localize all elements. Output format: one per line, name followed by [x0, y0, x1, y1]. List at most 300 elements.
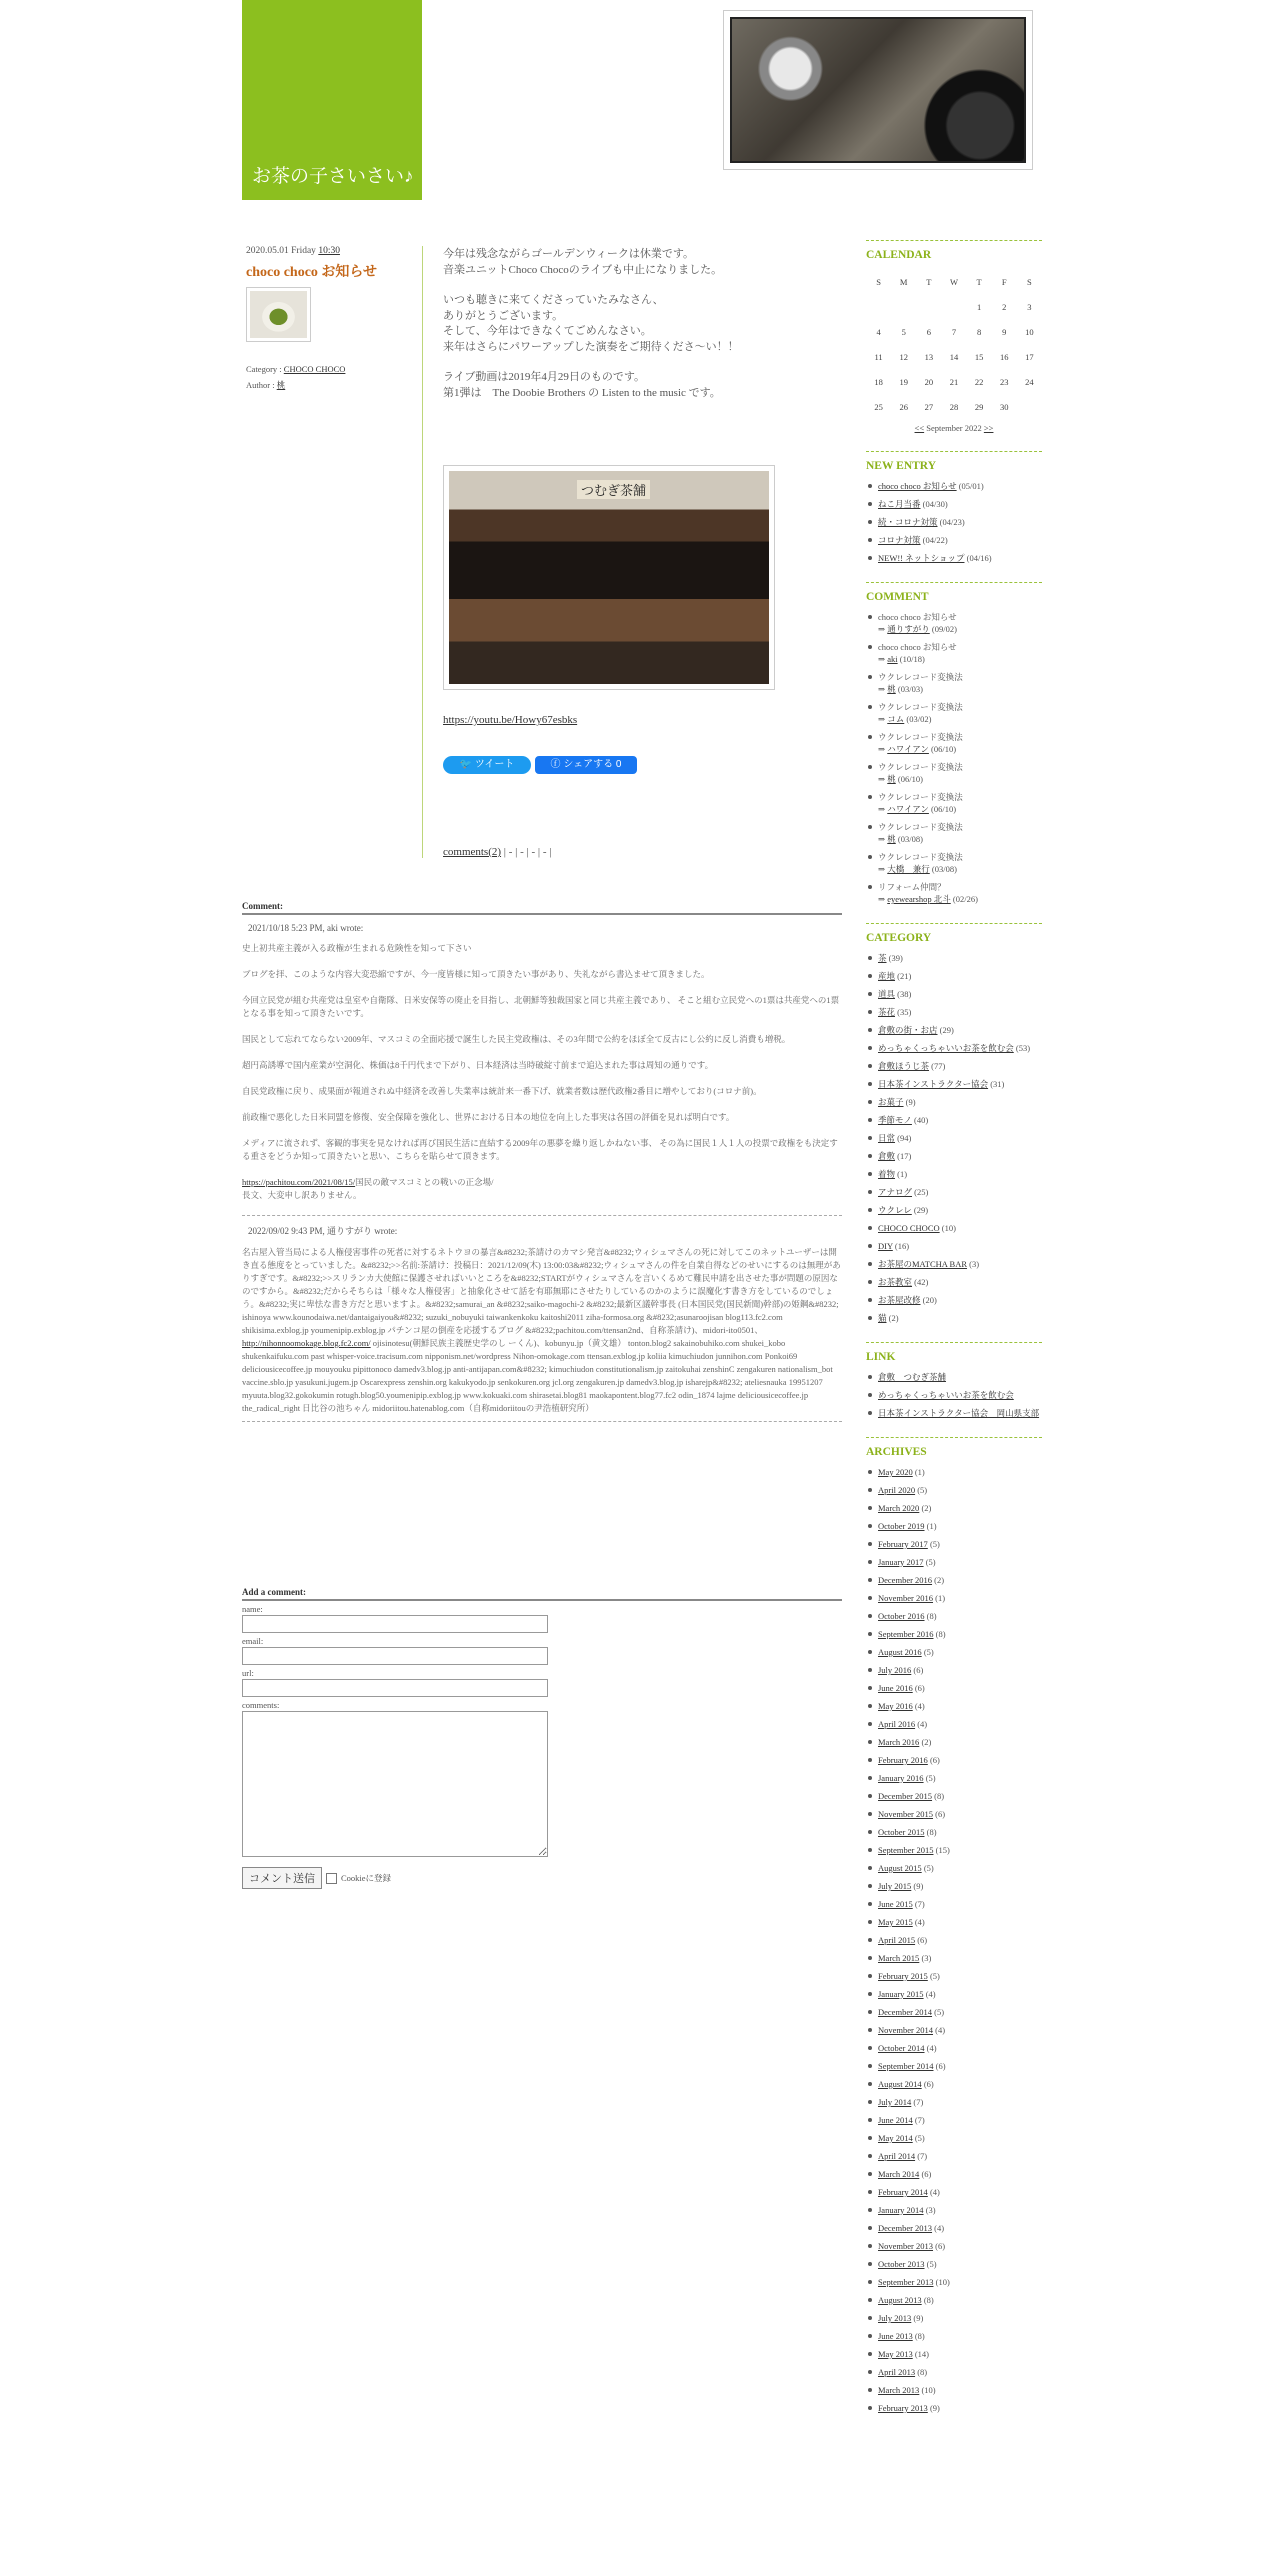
archives-link[interactable]: May 2013 — [878, 2349, 913, 2359]
category-link[interactable]: 倉敷ほうじ茶 — [878, 1061, 930, 1071]
sidebar-list-item — [866, 2060, 1042, 2072]
sidebar-list-item — [866, 1204, 1042, 1216]
comment-paragraph: 超円高誘導で国内産業が空洞化、株価は8千円代まで下がり、日本経済は当時破綻寸前まで追込まれた事は周知の通りです。 — [242, 1060, 714, 1070]
link-link[interactable]: 倉敷 つむぎ茶舗 — [878, 1372, 947, 1382]
archives-link[interactable]: February 2014 — [878, 2187, 928, 2197]
archives-link[interactable]: August 2014 — [878, 2079, 922, 2089]
link-link[interactable]: めっちゃくっちゃいいお茶を飲む会 — [878, 1390, 1014, 1400]
archives-link[interactable]: December 2016 — [878, 1575, 933, 1585]
entry-category — [246, 364, 416, 374]
sidebar-list-item — [866, 2186, 1042, 2198]
category-link[interactable]: 道具 — [878, 989, 896, 999]
archives-count: (5) — [924, 2259, 937, 2269]
calendar-day — [891, 294, 916, 319]
calendar-day: 4 — [876, 326, 881, 337]
calendar-day: 10 — [1025, 326, 1034, 337]
arrow-icon: ⇒ — [878, 894, 888, 904]
sidebar-list-item — [866, 2042, 1042, 2054]
category-count: (77) — [929, 1061, 946, 1071]
recent-comment-author-link[interactable]: 大橋 兼行 — [887, 864, 930, 874]
sidebar — [866, 240, 1042, 2432]
recent-comment-entry: choco choco お知らせ — [878, 612, 957, 622]
calendar-day: 8 — [977, 326, 982, 337]
category-link[interactable]: CHOCO CHOCO — [878, 1223, 940, 1233]
site-title[interactable]: お茶の子さいさい♪ — [252, 166, 414, 187]
archives-link[interactable]: August 2016 — [878, 1647, 922, 1657]
sidebar-list-item — [866, 1538, 1042, 1550]
sidebar-list-item — [866, 1096, 1042, 1108]
new_entry-link[interactable]: ねこ月当番 — [878, 499, 921, 509]
archives-link[interactable]: May 2016 — [878, 1701, 913, 1711]
category-link[interactable]: 茶花 — [878, 1007, 896, 1017]
archives-link[interactable]: April 2020 — [878, 1485, 916, 1495]
archives-link[interactable]: April 2015 — [878, 1935, 916, 1945]
calendar-day: 28 — [949, 401, 959, 412]
archives-link[interactable]: May 2020 — [878, 1467, 913, 1477]
calendar-weekday: S — [1027, 276, 1032, 287]
new_entry-link[interactable]: choco choco お知らせ — [878, 481, 957, 491]
recent-comment-author-link[interactable]: 通りすがり — [887, 624, 930, 634]
entry-footer-links — [443, 846, 551, 858]
category-link[interactable]: 季節モノ — [878, 1115, 912, 1125]
entry-meta — [246, 246, 416, 391]
sidebar-list-item — [866, 2150, 1042, 2162]
comment-paragraph: メディアに流されず、客観的事実を見なければ再び国民生活に直結する2009年の悪夢を繰り返しかねない事、 その為に国民１人１人の投票で政権をも決定する重さをどうか知って頂きたいと思い、こちらを貼らせて頂きます。 — [242, 1138, 838, 1161]
cookie-label: Cookieに登録 — [341, 1873, 392, 1883]
entry-time-link[interactable]: 10:30 — [318, 246, 340, 256]
band-photo-image — [449, 471, 769, 684]
archives-link[interactable]: January 2017 — [878, 1557, 924, 1567]
archives-link[interactable]: September 2016 — [878, 1629, 934, 1639]
calendar-weekday: F — [1001, 276, 1007, 287]
submit-comment-button[interactable]: コメント送信 — [242, 1867, 322, 1889]
calendar-week — [866, 319, 1042, 344]
archives-count: (5) — [915, 1485, 928, 1495]
comment-head: 2022/09/02 9:43 PM, 通りすがり wrote: — [248, 1226, 398, 1236]
email-label: email: — [242, 1636, 264, 1646]
recent-comment-author-line — [878, 653, 1042, 665]
archives-link[interactable]: June 2014 — [878, 2115, 913, 2125]
sidebar-list-item — [866, 2276, 1042, 2288]
recent-comment-author-link[interactable]: 桃 — [887, 684, 896, 694]
category-link[interactable]: お茶屋のMATCHA BAR — [878, 1259, 968, 1269]
archives-count: (4) — [932, 2223, 945, 2233]
archives-link[interactable]: April 2016 — [878, 1719, 916, 1729]
archives-link[interactable]: April 2013 — [878, 2367, 916, 2377]
recent-comment-item — [866, 761, 1042, 785]
recent-comment-item — [866, 791, 1042, 815]
archives-link[interactable]: October 2014 — [878, 2043, 925, 2053]
sidebar-list-item — [866, 2168, 1042, 2180]
recent-comment-author-link[interactable]: ハワイアン — [887, 744, 929, 754]
archives-link[interactable]: May 2015 — [878, 1917, 913, 1927]
category-link[interactable]: お茶教室 — [878, 1277, 913, 1287]
archives-link[interactable]: September 2015 — [878, 1845, 934, 1855]
share-button-label: シェアする 0 — [563, 759, 622, 770]
comment-head: 2021/10/18 5:23 PM, aki wrote: — [248, 923, 364, 933]
sidebar-list-item — [866, 1862, 1042, 1874]
calendar-nav — [866, 423, 1042, 433]
sidebar-list-item — [866, 2078, 1042, 2090]
archives-count: (6) — [915, 1935, 928, 1945]
name-input[interactable] — [242, 1615, 548, 1633]
archives-link[interactable]: December 2015 — [878, 1791, 933, 1801]
category-count: (3) — [967, 1259, 980, 1269]
sidebar-list-item — [866, 498, 1042, 510]
recent-comment-author-link[interactable]: eyewearshop 北斗 — [887, 894, 951, 904]
comments-label: comments: — [242, 1700, 280, 1710]
category-link[interactable]: CHOCO CHOCO — [283, 364, 346, 374]
archives-count: (9) — [911, 1881, 924, 1891]
entry-line: 今年は残念ながらゴールデンウィークは休業です。 — [443, 248, 695, 260]
sidebar-list-item — [866, 1168, 1042, 1180]
archives-count: (8) — [924, 1827, 937, 1837]
archives-count: (5) — [921, 1863, 934, 1873]
calendar-day: 25 — [874, 401, 883, 412]
archives-link[interactable]: May 2014 — [878, 2133, 913, 2143]
sidebar-list-item — [866, 2240, 1042, 2252]
calendar-day: 27 — [924, 401, 934, 412]
category-count: (94) — [895, 1133, 912, 1143]
new_entry-link[interactable]: 続・コロナ対策 — [878, 517, 938, 527]
calendar-weekday: W — [949, 276, 958, 287]
comment-paragraph: 自民党政権に戻り、成果面が報道されぬ中経済を改善し失業率は統計来一番下げ、就業者数は歴代政権2番目に増やしており(コロナ前)。 — [242, 1086, 762, 1096]
entry-line: ありがとうございます。 — [443, 309, 564, 322]
archives-link[interactable]: November 2014 — [878, 2025, 934, 2035]
recent-comment-entry: リフォーム仲間？ — [878, 882, 946, 892]
category-count: (35) — [895, 1007, 912, 1017]
calendar-day: 30 — [1000, 401, 1009, 412]
category-count: (53) — [1013, 1043, 1031, 1053]
archives-count: (4) — [927, 2187, 940, 2197]
sidebar-list-item — [866, 1276, 1042, 1288]
sidebar-list-item — [866, 1736, 1042, 1748]
sidebar-list-item — [866, 1574, 1042, 1586]
recent-comment-author-link[interactable]: 桃 — [887, 774, 896, 784]
calendar-next-link[interactable]: >> — [983, 423, 994, 433]
twitter-bird-icon: 🐦 — [459, 759, 473, 770]
archives-count: (4) — [915, 1719, 928, 1729]
archives-link[interactable]: July 2014 — [878, 2097, 912, 2107]
sidebar-list-item — [866, 1556, 1042, 1568]
author-label: Author : — [246, 380, 275, 390]
new_entry-count: (04/16) — [964, 553, 992, 563]
sidebar-list-item — [866, 1389, 1042, 1401]
teapot-photo — [730, 17, 1026, 163]
sidebar-list-item — [866, 2204, 1042, 2216]
recent-comment-author-line — [878, 743, 1042, 755]
archives-link[interactable]: November 2016 — [878, 1593, 934, 1603]
recent-comment-item — [866, 671, 1042, 695]
archives-link[interactable]: August 2015 — [878, 1863, 922, 1873]
category-link[interactable]: 日常 — [878, 1133, 896, 1143]
sidebar-list-item — [866, 1294, 1042, 1306]
archives-link[interactable]: July 2013 — [878, 2313, 912, 2323]
sidebar-list-item — [866, 2294, 1042, 2306]
category-link[interactable]: 倉敷の街・お店 — [878, 1025, 938, 1035]
sidebar-list-item — [866, 2402, 1042, 2414]
sidebar-list-item — [866, 1700, 1042, 1712]
archives-count: (5) — [923, 1773, 936, 1783]
sidebar-list-item — [866, 1952, 1042, 1964]
archives-link[interactable]: December 2013 — [878, 2223, 933, 2233]
sidebar-list-item — [866, 1682, 1042, 1694]
comment-text: 長文、大変申し訳ありません。 — [242, 1190, 362, 1200]
category-count: (2) — [886, 1313, 899, 1323]
archives-count: (5) — [921, 1647, 934, 1657]
recent-comment-entry: ウクレレコード変換法 — [878, 792, 963, 802]
calendar-day: 20 — [924, 376, 934, 387]
comment-paragraph: 史上初共産主義が入る政権が生まれる危険性を知って下さい — [242, 943, 472, 953]
comment-link[interactable]: http://nihonnoomokage.blog.fc2.com/ — [242, 1338, 371, 1348]
archives-link[interactable]: March 2016 — [878, 1737, 920, 1747]
calendar-day: 11 — [874, 351, 883, 362]
recent-comment-date: (03/02) — [904, 714, 932, 724]
comments-textarea[interactable] — [242, 1711, 548, 1857]
arrow-icon: ⇒ — [878, 834, 888, 844]
sidebar-list-item — [866, 1407, 1042, 1419]
sidebar-list-item — [866, 1222, 1042, 1234]
archives-link[interactable]: October 2019 — [878, 1521, 925, 1531]
band-photo — [443, 465, 775, 690]
category-link[interactable]: 産地 — [878, 971, 896, 981]
archives-link[interactable]: September 2013 — [878, 2277, 934, 2287]
archives-link[interactable]: June 2015 — [878, 1899, 913, 1909]
sidebar-list-item — [866, 1628, 1042, 1640]
archives-link[interactable]: November 2015 — [878, 1809, 934, 1819]
sidebar-list-item — [866, 1646, 1042, 1658]
archives-link[interactable]: July 2016 — [878, 1665, 912, 1675]
category-count: (20) — [920, 1295, 937, 1305]
sidebar-list-item — [866, 2348, 1042, 2360]
sidebar-list-item — [866, 1502, 1042, 1514]
sidebar-list-item — [866, 552, 1042, 564]
calendar-day: 7 — [951, 326, 957, 337]
comments-link[interactable]: comments(2) — [443, 846, 502, 858]
archives-count: (8) — [921, 2295, 934, 2305]
archives-count: (5) — [923, 1557, 936, 1567]
recent-comment-author-link[interactable]: コム — [887, 714, 905, 724]
add-comment-heading: Add a comment: — [242, 1587, 842, 1601]
arrow-icon: ⇒ — [878, 804, 888, 814]
archives-link[interactable]: April 2014 — [878, 2151, 916, 2161]
category-count: (39) — [886, 953, 903, 963]
youtube-link[interactable]: https://youtu.be/Howy67esbks — [443, 714, 578, 726]
sidebar-list-item — [866, 1078, 1042, 1090]
category-link[interactable]: アナログ — [878, 1187, 913, 1197]
calendar-week — [866, 394, 1042, 419]
calendar-weekday: M — [899, 276, 908, 287]
recent-comment-date: (09/02) — [929, 624, 957, 634]
calendar-weekday-row — [866, 269, 1042, 294]
recent-comment-author-link[interactable]: ハワイアン — [887, 804, 929, 814]
archives-count: (1) — [912, 1467, 925, 1477]
new_entry-link[interactable]: NEW!! ネットショップ — [878, 553, 965, 563]
archives-link[interactable]: September 2014 — [878, 2061, 934, 2071]
comment-section-label: Comment: — [242, 901, 842, 915]
archives-count: (4) — [923, 1989, 936, 1999]
entry-date — [246, 246, 416, 256]
sidebar-list-item — [866, 2222, 1042, 2234]
calendar-day — [1017, 394, 1042, 419]
comment-text: 名古屋入管当局による人権侵害事件の死者に対するネトウヨの暴言&#8232;茶請けのカマシ発言&#8232;ウィシュマさんの死に対してこのネットユーザーは開き直る態度をとっていました。&#8232;>>名前:茶請け：投稿日：2021/12/09(木) 13:00:03&#8232;ウィシュマさんの件を自業自得などのせいにするのは無理がありすぎです。&#8232;>>スリランカ大使館に保護させればいいところを&#8232;STARTがウィシュマさんを言いくるめて難民申請を出させた事が問題の原因なのですから。&#8232;だからそちらは「様々な人権侵害」と抽象化させて話を有耶無耶にさせたりしているのかのように誤魔化す書き方をしているのでしょう。&#8232;実に卑怯な書き方だと思いますよ。&#8232;samurai_an &#8232;saiko-magochi-2 &#8232;最新区議幹事長 (日本国民党(国民新聞)幹部)の姫鋼&#8232; ishinoya www.kounodaiwa.net/dantaigaiyou&#8232; suzuki_nobuyuki taiwankenkoku kaitoshi2011 ziha-formosa.org &#8232;asunaroojisan blog113.fc2.com shikisima.exblog.jp youmenipip.exblog.jp パチンコ屋の倒産を応援するブログ &#8232;pachitou.com/ttensan2nd、自称茶請け)、midori-ito0501、 — [242, 1247, 841, 1335]
archives-link[interactable]: March 2014 — [878, 2169, 920, 2179]
category-count: (25) — [912, 1187, 929, 1197]
sidebar-list-item — [866, 1934, 1042, 1946]
facebook-share-button[interactable] — [535, 756, 637, 774]
link-link[interactable]: 日本茶インストラクター協会 岡山県支部 — [878, 1408, 1040, 1418]
category-link[interactable]: DIY — [878, 1241, 893, 1251]
sidebar-list-item — [866, 2312, 1042, 2324]
recent-comment-date: (06/10) — [928, 804, 957, 814]
new-entry-list — [866, 480, 1042, 564]
new_entry-count: (05/01) — [956, 481, 984, 491]
comment-link[interactable]: https://pachitou.com/2021/08/15/ — [242, 1177, 356, 1187]
archives-count: (15) — [933, 1845, 950, 1855]
url-input[interactable] — [242, 1679, 548, 1697]
recent-comment-author-line — [878, 773, 1042, 785]
archives-link[interactable]: January 2014 — [878, 2205, 924, 2215]
calendar-prev-link[interactable]: << — [914, 423, 925, 433]
archives-link[interactable]: February 2016 — [878, 1755, 928, 1765]
archives-link[interactable]: October 2016 — [878, 1611, 925, 1621]
archives-link[interactable]: March 2013 — [878, 2385, 920, 2395]
archives-count: (4) — [933, 2025, 946, 2035]
category-count: (31) — [988, 1079, 1005, 1089]
recent-comment-entry: ウクレレコード変換法 — [878, 672, 963, 682]
calendar-day: 2 — [1002, 301, 1007, 312]
archives-link[interactable]: February 2013 — [878, 2403, 928, 2413]
entry-body — [443, 247, 843, 416]
author-link[interactable]: 桃 — [276, 380, 286, 390]
archives-link[interactable]: January 2015 — [878, 1989, 924, 1999]
archives-count: (14) — [912, 2349, 930, 2359]
entry-line: そして、今年はできなくてごめんなさい。 — [443, 325, 652, 337]
archives-link[interactable]: July 2015 — [878, 1881, 912, 1891]
archives-link[interactable]: June 2013 — [878, 2331, 913, 2341]
archives-count: (8) — [932, 1791, 945, 1801]
calendar-day: 15 — [974, 351, 984, 362]
tweet-button[interactable] — [443, 756, 531, 774]
archives-link[interactable]: February 2017 — [878, 1539, 928, 1549]
category-link[interactable]: 猫 — [878, 1313, 887, 1323]
entry-date-text: 2020.05.01 Friday — [246, 246, 316, 256]
recent-comment-author-line — [878, 893, 1042, 905]
sidebar-list-item — [866, 2024, 1042, 2036]
name-label: name: — [242, 1604, 263, 1614]
calendar-day: 18 — [874, 376, 883, 387]
category-count: (16) — [892, 1241, 910, 1251]
archives-link[interactable]: December 2014 — [878, 2007, 933, 2017]
calendar-day: 26 — [899, 401, 908, 412]
category-link[interactable]: ウクレレ — [878, 1205, 912, 1215]
calendar-day: 17 — [1025, 351, 1034, 362]
entry-paragraph — [443, 247, 843, 278]
sidebar-list-item — [866, 1466, 1042, 1478]
category-link[interactable]: 着物 — [878, 1169, 896, 1179]
calendar-day: 24 — [1025, 376, 1034, 387]
shop-sign: つむぎ茶舗 — [577, 480, 650, 499]
recent-comment-date: (03/08) — [895, 834, 923, 844]
calendar-week — [866, 294, 1042, 319]
recent-comment-entry: ウクレレコード変換法 — [878, 702, 963, 712]
archives-count: (6) — [927, 1755, 940, 1765]
archives-link[interactable]: August 2013 — [878, 2295, 922, 2305]
recent-comment-author-line — [878, 713, 1042, 725]
sidebar-list-item — [866, 1880, 1042, 1892]
recent-comment-author-link[interactable]: 桃 — [887, 834, 896, 844]
archives-count: (8) — [933, 1629, 946, 1639]
calendar-day: 16 — [1000, 351, 1009, 362]
archives-count: (3) — [919, 1953, 932, 1963]
recent-comment-date: (06/10) — [895, 774, 923, 784]
sidebar-list-item — [866, 970, 1042, 982]
calendar-day: 21 — [949, 376, 959, 387]
archives-count: (6) — [933, 2061, 946, 2071]
calendar-month: September 2022 — [926, 423, 982, 433]
archives-title: ARCHIVES — [866, 1437, 1042, 1458]
archives-count: (8) — [915, 2367, 928, 2377]
recent-comment-author-link[interactable]: aki — [887, 654, 898, 664]
sidebar-list-item — [866, 2114, 1042, 2126]
archives-link[interactable]: November 2013 — [878, 2241, 934, 2251]
category-link[interactable]: 倉敷 — [878, 1151, 896, 1161]
email-input[interactable] — [242, 1647, 548, 1665]
sidebar-list-item — [866, 1790, 1042, 1802]
calendar-day: 9 — [1002, 326, 1007, 337]
comment-paragraph: 今回立民党が組む共産党は皇室や自衛隊、日米安保等の廃止を目指し、北朝鮮等独裁国家と同じ共産主義であり、 そこと組む立民党への1票は共産党への1票となる事を知って頂きたいです。 — [242, 995, 840, 1018]
arrow-icon: ⇒ — [878, 624, 888, 634]
recent-comment-date: (03/08) — [929, 864, 957, 874]
recent-comment-item — [866, 731, 1042, 755]
archives-count: (1) — [924, 1521, 937, 1531]
archives-link[interactable]: January 2016 — [878, 1773, 924, 1783]
calendar-weekday: T — [926, 276, 932, 287]
calendar-day — [866, 294, 891, 319]
archives-link[interactable]: October 2015 — [878, 1827, 925, 1837]
recent-comment-date: (10/18) — [897, 654, 925, 664]
archives-link[interactable]: March 2015 — [878, 1953, 920, 1963]
archives-link[interactable]: February 2015 — [878, 1971, 928, 1981]
recent-comment-item — [866, 641, 1042, 665]
sidebar-list-item — [866, 1132, 1042, 1144]
category-link[interactable]: めっちゃくっちゃいいお茶を飲む会 — [878, 1043, 1014, 1053]
sidebar-list-item — [866, 1718, 1042, 1730]
sidebar-list-item — [866, 2096, 1042, 2108]
category-count: (29) — [937, 1025, 954, 1035]
recent-comment-author-line — [878, 803, 1042, 815]
recent-comment-item — [866, 821, 1042, 845]
sidebar-list-item — [866, 1970, 1042, 1982]
archives-link[interactable]: March 2020 — [878, 1503, 920, 1513]
cookie-checkbox[interactable] — [326, 1873, 337, 1884]
archives-count: (4) — [912, 1917, 925, 1927]
archives-link[interactable]: October 2013 — [878, 2259, 925, 2269]
sidebar-list-item — [866, 1520, 1042, 1532]
new_entry-link[interactable]: コロナ対策 — [878, 535, 921, 545]
sidebar-list-item — [866, 534, 1042, 546]
category-link[interactable]: お菓子 — [878, 1097, 904, 1107]
comment-paragraph: 国民として忘れてならない2009年、マスコミの全面応援で誕生した民主党政権は、その3年間で公約をほぼ全て反古にし公約に反し消費も増税。 — [242, 1034, 791, 1044]
facebook-icon: ⓕ — [550, 759, 561, 770]
archives-link[interactable]: June 2016 — [878, 1683, 913, 1693]
comment-text: ojisinotesu(朝鮮民族主義歴史学のし ーくん)、kobunyu.jp（黄文雄） tonton.blog2 sakainobuhiko.com shukei_kobo shukenkaifuku.com past whisper-voice.tracisum.com nipponism.net/wordpress Nihon-omokage.com ttensan.exblog.jp koliia kimuchiudon junnihon.com Ponkoi69 deliciousicecoffee.jp mouyouku pipittonoco damedv3.blog.jp anti-antijapan.com&#8232; kimuchiudon constitutionalism.jp zaitokuhai zenshinC zengakuren nationalism_bot vaccine.sblo.jp yasukuni.jugem.jp Oscarexpress zenshin.org kakukyodo.jp senkokuren.org jcl.org zengakuren.jp damedv3.blog.jp isharejp&#8232; ateliesnauka 19951207 myuuta.blog32.gokokumin rotugh.blog50.youmenipip.exblog.jp www.kokuaki.com shirasetai.blog81 maokapontent.blog77.fc2 odin_1874 lajme deliciousicecoffee.jp the_radical_right 日比谷の池ちゃん midoriitou.hatenablog.com（自称midoriitouの尹浩植研究所） — [242, 1338, 833, 1413]
category-link[interactable]: お茶屋改修 — [878, 1295, 921, 1305]
category-link[interactable]: 日本茶インストラクター協会 — [878, 1079, 989, 1089]
entry-paragraph — [443, 293, 843, 355]
category-link[interactable]: 茶 — [878, 953, 887, 963]
add-comment-form — [242, 1587, 842, 1889]
